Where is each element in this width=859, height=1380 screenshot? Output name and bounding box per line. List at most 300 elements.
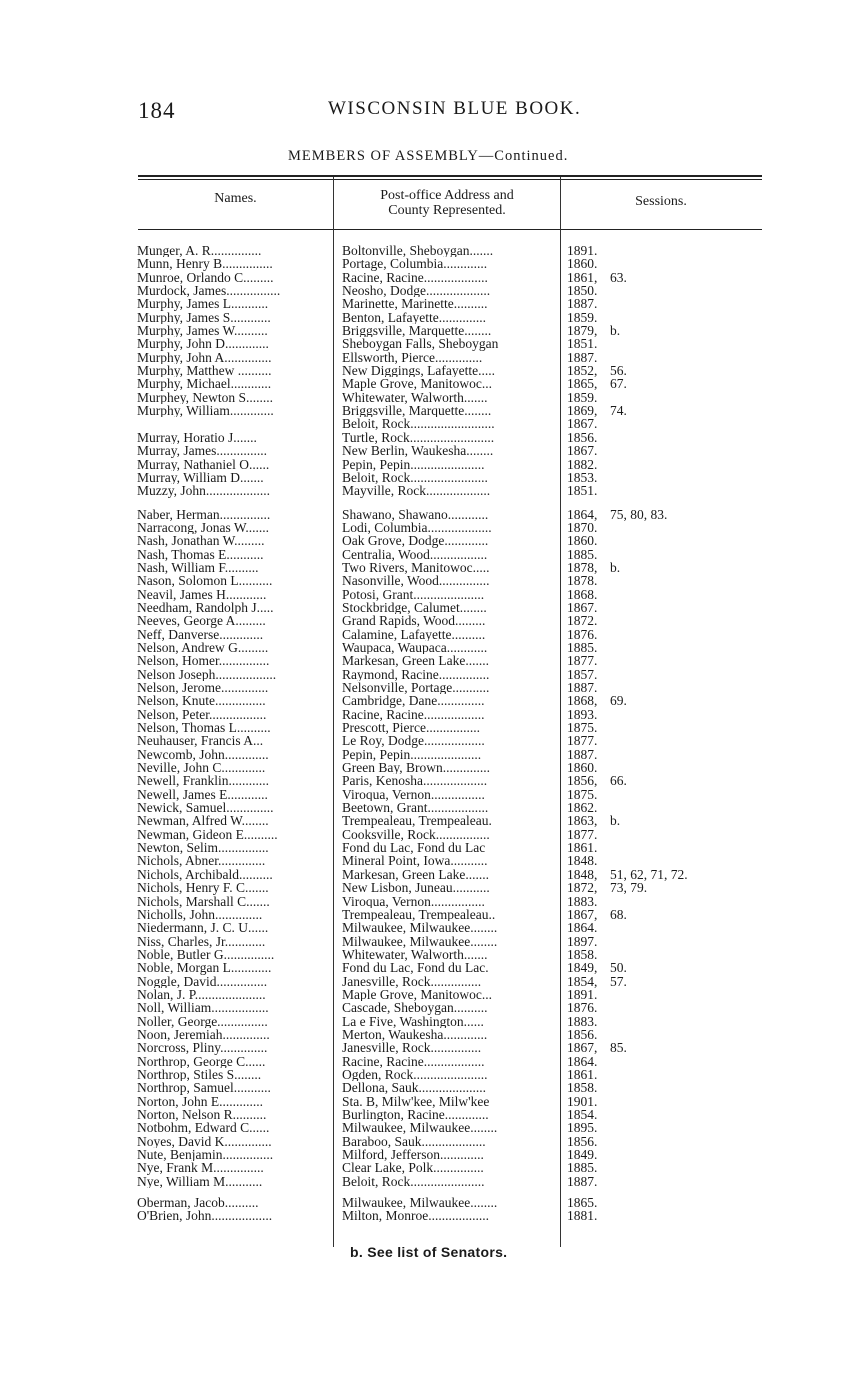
additional-sessions: b. (610, 560, 621, 575)
table-row (0, 351, 859, 364)
member-name: Murdock, James................ (137, 284, 281, 298)
table-row (0, 828, 859, 841)
session-year: 1885. (567, 640, 598, 655)
table-row (0, 1081, 859, 1094)
member-name: Newick, Samuel.............. (137, 801, 274, 815)
group-spacer (0, 498, 859, 508)
member-name: Naber, Herman............... (137, 507, 271, 521)
session-year: 1877. (567, 734, 598, 748)
session-year: 1882. (567, 457, 598, 471)
member-address: Grand Rapids, Wood......... (342, 614, 486, 628)
session-year: 1862. (567, 801, 598, 815)
table-row (0, 868, 859, 881)
member-address: Viroqua, Vernon................ (342, 787, 485, 802)
member-address: Centralia, Wood................. (342, 547, 488, 561)
members-table (0, 244, 859, 1223)
session-year: 1869, (567, 404, 598, 418)
member-address: Milwaukee, Milwaukee........ (342, 1196, 498, 1210)
table-row (0, 961, 859, 974)
member-address: New Berlin, Waukesha........ (342, 444, 494, 458)
member-address: Janesville, Rock............... (342, 974, 482, 988)
member-name: Noller, George............... (137, 1014, 268, 1028)
member-name: Newcomb, John............. (137, 747, 269, 762)
member-name: Murray, William D....... (137, 470, 264, 485)
session-year: 1887. (567, 1174, 598, 1189)
table-row (0, 548, 859, 561)
additional-sessions: b. (610, 324, 621, 338)
member-address: Prescott, Pierce................ (342, 721, 480, 735)
member-name: Murphy, James W.......... (137, 324, 268, 338)
member-name: Northrop, Stiles S........ (137, 1067, 262, 1082)
member-name: Nelson Joseph.................. (137, 667, 277, 681)
session-year: 1865, (567, 377, 598, 391)
member-name: Northrop, Samuel........... (137, 1081, 271, 1095)
member-address: Cooksville, Rock................ (342, 827, 490, 842)
session-year: 1872, (567, 881, 598, 895)
member-name: Nason, Solomon L.......... (137, 574, 273, 588)
table-row (0, 921, 859, 934)
table-row (0, 948, 859, 961)
table-row (0, 1161, 859, 1174)
session-year: 1867. (567, 444, 598, 458)
table-row (0, 601, 859, 614)
column-header-address-line1: Post-office Address and (380, 188, 514, 203)
member-name: Nye, Frank M............... (137, 1161, 264, 1175)
table-row (0, 1068, 859, 1081)
member-name: Niss, Charles, Jr............ (137, 934, 266, 948)
member-address: Viroqua, Vernon................ (342, 894, 485, 908)
member-name: Norton, John E............. (137, 1094, 263, 1108)
additional-sessions: 50. (610, 961, 627, 975)
member-address: Green Bay, Brown.............. (342, 761, 490, 775)
table-row (0, 1108, 859, 1121)
table-row (0, 895, 859, 908)
table-row (0, 1055, 859, 1068)
section-title: MEMBERS OF ASSEMBLY—Continued. (288, 148, 569, 164)
session-year: 1883. (567, 894, 598, 908)
member-address: Two Rivers, Manitowoc..... (342, 560, 490, 575)
table-row (0, 257, 859, 270)
table-row (0, 694, 859, 707)
member-name: Nash, Jonathan W......... (137, 534, 265, 548)
table-row (0, 1196, 859, 1209)
additional-sessions: 74. (610, 404, 627, 418)
session-year: 1851. (567, 337, 598, 351)
member-address: Pepin, Pepin...................... (342, 457, 485, 471)
member-name: Newell, Franklin............ (137, 774, 269, 788)
table-row (0, 1001, 859, 1014)
session-year: 1868. (567, 587, 598, 601)
top-rule-thick (138, 175, 762, 177)
member-name: Munger, A. R............... (137, 244, 262, 258)
table-row (0, 1041, 859, 1054)
table-row (0, 521, 859, 534)
session-year: 1872. (567, 614, 598, 628)
member-address: Milwaukee, Milwaukee........ (342, 921, 498, 935)
session-year: 1887. (567, 297, 598, 311)
table-row (0, 391, 859, 404)
session-year: 1861. (567, 1067, 598, 1082)
session-year: 1868, (567, 694, 598, 708)
table-row (0, 721, 859, 734)
table-row (0, 654, 859, 667)
member-name: Norton, Nelson R.......... (137, 1108, 267, 1122)
session-year: 1883. (567, 1014, 598, 1028)
additional-sessions: 56. (610, 364, 627, 378)
member-name: Munn, Henry B............... (137, 257, 273, 271)
member-address: Beloit, Rock......................... (342, 417, 495, 431)
session-year: 1875. (567, 787, 598, 802)
table-row (0, 1135, 859, 1148)
member-name: Neavil, James H............ (137, 587, 267, 601)
member-address: Janesville, Rock............... (342, 1041, 482, 1055)
member-address: Trempealeau, Trempealeau.. (342, 907, 496, 922)
session-year: 1860. (567, 534, 598, 548)
table-row (0, 404, 859, 417)
top-rule-thin (138, 179, 762, 180)
table-row (0, 841, 859, 854)
member-name: Nolan, J. P..................... (137, 987, 266, 1002)
member-address: Sta. B, Milw'kee, Milw'kee (342, 1094, 490, 1108)
member-address: Oak Grove, Dodge............. (342, 534, 489, 548)
table-row (0, 364, 859, 377)
session-year: 1856. (567, 1027, 598, 1042)
member-name: Narracong, Jonas W....... (137, 520, 269, 535)
member-address: Milwaukee, Milwaukee........ (342, 1121, 498, 1135)
member-address: Markesan, Green Lake....... (342, 654, 489, 668)
member-address: Merton, Waukesha............. (342, 1027, 488, 1042)
session-year: 1858. (567, 1081, 598, 1095)
member-address: Milton, Monroe.................. (342, 1209, 489, 1223)
table-row (0, 534, 859, 547)
member-address: Racine, Racine.................. (342, 707, 485, 722)
table-row (0, 628, 859, 641)
member-name: Nichols, Marshall C....... (137, 894, 270, 908)
column-header-address (334, 188, 560, 218)
member-address: Burlington, Racine............. (342, 1108, 489, 1122)
member-address: Whitewater, Walworth....... (342, 390, 488, 405)
additional-sessions: 63. (610, 270, 627, 285)
member-address: Clear Lake, Polk............... (342, 1161, 484, 1175)
session-year: 1867. (567, 417, 598, 431)
session-year: 1875. (567, 721, 598, 735)
member-address: Waupaca, Waupaca............ (342, 640, 488, 655)
member-name: Noble, Morgan L............ (137, 961, 272, 975)
table-row (0, 588, 859, 601)
table-row (0, 484, 859, 497)
additional-sessions: 51, 62, 71, 72. (610, 867, 688, 882)
member-address: La e Five, Washington...... (342, 1014, 484, 1028)
member-address: Boltonville, Sheboygan....... (342, 244, 494, 258)
table-row (0, 1095, 859, 1108)
session-year: 1850. (567, 284, 598, 298)
table-row (0, 574, 859, 587)
table-row (0, 508, 859, 521)
session-year: 1897. (567, 934, 598, 948)
session-year: 1856. (567, 1134, 598, 1149)
session-year: 1876. (567, 627, 598, 641)
session-year: 1848, (567, 867, 598, 882)
session-year: 1877. (567, 827, 598, 842)
member-address: Ogden, Rock...................... (342, 1067, 488, 1082)
member-address: Paris, Kenosha................... (342, 774, 488, 788)
session-year: 1891. (567, 987, 598, 1002)
member-name: Muzzy, John................... (137, 484, 270, 498)
member-name: Murphy, Michael............ (137, 377, 272, 391)
table-row (0, 337, 859, 350)
member-address: Beloit, Rock....................... (342, 470, 488, 485)
member-name: Nelson, Knute............... (137, 694, 266, 708)
member-name: Nye, William M........... (137, 1174, 263, 1189)
column-header-names: Names. (214, 191, 257, 206)
session-year: 1864, (567, 507, 598, 521)
footnote: b. See list of Senators. (350, 1244, 508, 1260)
table-row (0, 431, 859, 444)
member-address: Marinette, Marinette.......... (342, 297, 488, 311)
table-row (0, 471, 859, 484)
member-address: Pepin, Pepin..................... (342, 747, 482, 762)
group-spacer (0, 1188, 859, 1196)
session-year: 1864. (567, 921, 598, 935)
member-address: Cascade, Sheboygan.......... (342, 1001, 488, 1015)
member-address: Potosi, Grant..................... (342, 587, 485, 601)
session-year: 1887. (567, 681, 598, 695)
additional-sessions: b. (610, 814, 621, 828)
session-year: 1861, (567, 270, 598, 285)
session-year: 1878, (567, 560, 598, 575)
session-year: 1853. (567, 470, 598, 485)
header-bottom-rule (138, 229, 762, 230)
member-name: Noll, William................. (137, 1001, 269, 1015)
table-row (0, 708, 859, 721)
table-row (0, 1015, 859, 1028)
member-address: Ellsworth, Pierce.............. (342, 350, 483, 365)
table-row (0, 377, 859, 390)
member-address: Sheboygan Falls, Sheboygan (342, 337, 499, 351)
session-year: 1852, (567, 364, 598, 378)
additional-sessions: 67. (610, 377, 627, 391)
table-row (0, 1175, 859, 1188)
member-name: Nelson, Andrew G......... (137, 640, 269, 655)
member-address: Beetown, Grant.................. (342, 801, 489, 815)
session-year: 1870. (567, 520, 598, 535)
table-row (0, 1148, 859, 1161)
member-name: Niedermann, J. C. U...... (137, 921, 269, 935)
member-address: Fond du Lac, Fond du Lac (342, 841, 486, 855)
member-address: Stockbridge, Calumet........ (342, 600, 487, 615)
table-row (0, 734, 859, 747)
member-name: Newell, James E............ (137, 787, 268, 802)
table-row (0, 668, 859, 681)
session-year: 1857. (567, 667, 598, 681)
session-year: 1859. (567, 310, 598, 325)
table-row (0, 324, 859, 337)
column-header-address-line2: County Represented. (388, 203, 506, 218)
session-year: 1851. (567, 484, 598, 498)
member-address: Briggsville, Marquette........ (342, 404, 492, 418)
additional-sessions: 73, 79. (610, 881, 648, 895)
member-name: Noggle, David............... (137, 974, 268, 988)
member-address: Trempealeau, Trempealeau. (342, 814, 492, 828)
member-name: Murray, Nathaniel O...... (137, 457, 270, 471)
table-row (0, 311, 859, 324)
member-address: Calamine, Lafayette.......... (342, 627, 486, 641)
session-year: 1878. (567, 574, 598, 588)
table-row (0, 284, 859, 297)
member-name: Needham, Randolph J..... (137, 600, 274, 615)
session-year: 1863, (567, 814, 598, 828)
member-address: Markesan, Green Lake....... (342, 867, 489, 882)
member-name: Nelson, Jerome.............. (137, 681, 269, 695)
member-name: Murphy, William............. (137, 404, 274, 418)
member-name: Newton, Selim............... (137, 841, 269, 855)
table-row (0, 244, 859, 257)
member-name: Murray, Horatio J....... (137, 430, 257, 445)
table-row (0, 975, 859, 988)
table-row (0, 297, 859, 310)
session-year: 1867. (567, 600, 598, 615)
session-year: 1860. (567, 257, 598, 271)
member-address: Mayville, Rock................... (342, 484, 491, 498)
member-address: Portage, Columbia............. (342, 257, 488, 271)
member-name: Munroe, Orlando C......... (137, 270, 274, 285)
member-name: Murphy, James S............ (137, 310, 271, 325)
member-name: Nichols, Henry F. C....... (137, 881, 269, 895)
table-row (0, 748, 859, 761)
member-address: Shawano, Shawano............ (342, 507, 489, 521)
table-row (0, 1028, 859, 1041)
member-name: Notbohm, Edward C...... (137, 1121, 270, 1135)
session-year: 1887. (567, 747, 598, 762)
member-address: Le Roy, Dodge.................. (342, 734, 485, 748)
member-name: Murphy, James L........... (137, 297, 269, 311)
running-head: WISCONSIN BLUE BOOK. (328, 98, 582, 119)
session-year: 1849. (567, 1148, 598, 1162)
member-name: Nelson, Peter................. (137, 707, 267, 722)
additional-sessions: 75, 80, 83. (610, 507, 668, 521)
member-name: Nute, Benjamin............... (137, 1148, 274, 1162)
member-name: Murphy, John A.............. (137, 350, 272, 365)
member-address: Benton, Lafayette.............. (342, 310, 486, 325)
table-row (0, 801, 859, 814)
member-name: Newman, Gideon E.......... (137, 827, 278, 842)
member-address: Maple Grove, Manitowoc... (342, 377, 492, 391)
table-row (0, 774, 859, 787)
member-name: Murphey, Newton S........ (137, 390, 273, 405)
session-year: 1879, (567, 324, 598, 338)
member-name: Nelson, Homer............... (137, 654, 270, 668)
member-address: Maple Grove, Manitowoc... (342, 987, 492, 1002)
member-address: Baraboo, Sauk................... (342, 1134, 486, 1149)
member-address: Milford, Jefferson............. (342, 1148, 484, 1162)
member-address: Turtle, Rock......................... (342, 430, 495, 445)
member-name: Nash, Thomas E........... (137, 547, 264, 561)
member-address: Raymond, Racine............... (342, 667, 490, 681)
member-address: Beloit, Rock...................... (342, 1174, 485, 1189)
session-year: 1859. (567, 390, 598, 405)
additional-sessions: 69. (610, 694, 627, 708)
member-name: Nichols, Abner.............. (137, 854, 266, 868)
additional-sessions: 57. (610, 974, 627, 988)
session-year: 1881. (567, 1209, 598, 1223)
session-year: 1895. (567, 1121, 598, 1135)
member-name: Nicholls, John.............. (137, 907, 263, 922)
member-name: Neville, John C............. (137, 761, 266, 775)
member-address: Neosho, Dodge................... (342, 284, 491, 298)
member-address: Whitewater, Walworth....... (342, 947, 488, 962)
table-row (0, 988, 859, 1001)
member-name: Nash, William F.......... (137, 560, 259, 575)
session-year: 1867, (567, 907, 598, 922)
page-number: 184 (138, 98, 176, 123)
session-year: 1877. (567, 654, 598, 668)
member-address: Cambridge, Dane.............. (342, 694, 485, 708)
table-row (0, 641, 859, 654)
table-row (0, 935, 859, 948)
member-address: Racine, Racine.................. (342, 1054, 485, 1068)
session-year: 1885. (567, 1161, 598, 1175)
member-address: Milwaukee, Milwaukee........ (342, 934, 498, 948)
additional-sessions: 68. (610, 907, 627, 922)
session-year: 1856, (567, 774, 598, 788)
member-name: Neff, Danverse............. (137, 627, 264, 641)
member-address: Nelsonville, Portage........... (342, 681, 490, 695)
member-name: Norcross, Pliny.............. (137, 1041, 268, 1055)
table-row (0, 1209, 859, 1222)
table-row (0, 1121, 859, 1134)
session-year: 1865. (567, 1196, 598, 1210)
table-row (0, 681, 859, 694)
member-address: Racine, Racine................... (342, 270, 488, 285)
table-row (0, 908, 859, 921)
session-year: 1858. (567, 947, 598, 962)
member-name: Nelson, Thomas L.......... (137, 721, 271, 735)
session-year: 1893. (567, 707, 598, 722)
session-year: 1860. (567, 761, 598, 775)
member-name: Murray, James............... (137, 444, 267, 458)
member-name: Neuhauser, Francis A... (137, 734, 264, 748)
session-year: 1887. (567, 350, 598, 365)
member-name: Northrop, George C...... (137, 1054, 266, 1068)
session-year: 1849, (567, 961, 598, 975)
session-year: 1854. (567, 1108, 598, 1122)
member-name: Oberman, Jacob.......... (137, 1196, 259, 1210)
session-year: 1856. (567, 430, 598, 445)
member-address: New Lisbon, Juneau........... (342, 881, 490, 895)
session-year: 1891. (567, 244, 598, 258)
member-name: Noon, Jeremiah.............. (137, 1027, 270, 1042)
member-name: Nichols, Archibald.......... (137, 867, 273, 882)
member-address: Lodi, Columbia................... (342, 520, 492, 535)
table-row (0, 444, 859, 457)
session-year: 1854, (567, 974, 598, 988)
table-row (0, 458, 859, 471)
additional-sessions: 66. (610, 774, 627, 788)
session-year: 1848. (567, 854, 598, 868)
member-address: Briggsville, Marquette........ (342, 324, 492, 338)
member-address: Dellona, Sauk.................... (342, 1081, 486, 1095)
member-name: Noyes, David K.............. (137, 1134, 272, 1149)
table-row (0, 788, 859, 801)
session-year: 1885. (567, 547, 598, 561)
table-row (0, 614, 859, 627)
member-name: Murphy, John D............. (137, 337, 269, 351)
table-row (0, 561, 859, 574)
member-name: Newman, Alfred W........ (137, 814, 269, 828)
member-address: Nasonville, Wood............... (342, 574, 490, 588)
column-header-sessions: Sessions. (635, 194, 687, 209)
member-name: Murphy, Matthew .......... (137, 364, 272, 378)
